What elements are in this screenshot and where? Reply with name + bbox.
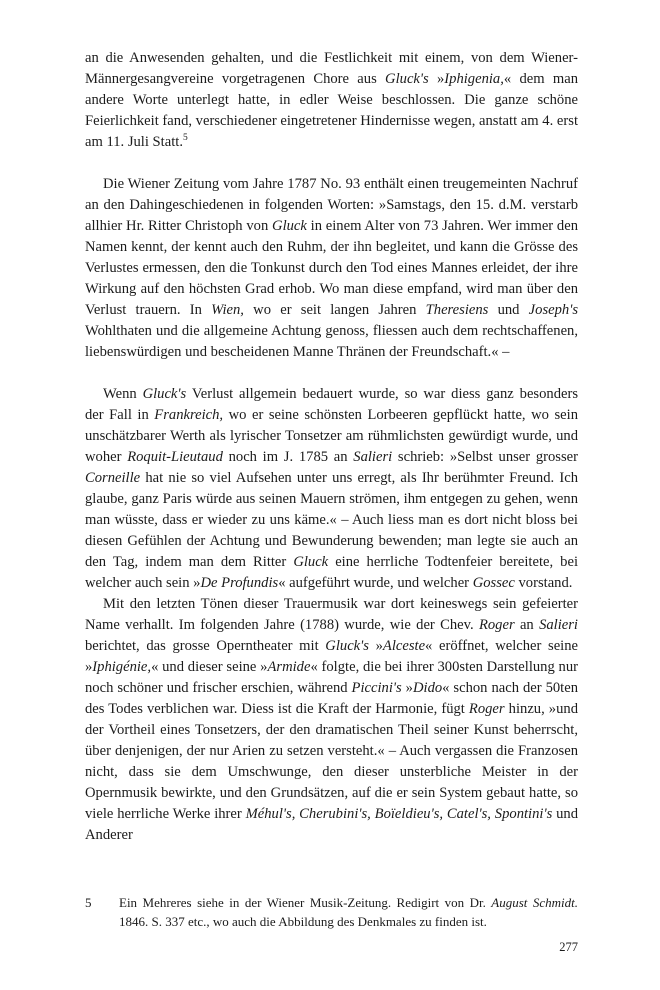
page-number: 277 (559, 940, 578, 954)
paragraph: Die Wiener Zeitung vom Jahre 1787 No. 93 enthält einen treugemeinten Nachruf an den Dahingeschiedenen in folgenden Worten: »Samstags, den 15. d.M. verstarb allhier Hr. Ritter Christoph von Gluck in einem Alter von 73 Jahren. Wer immer den Namen kennt, der kennt auch den Ruhm, der ihn begleitet, und kann die Grösse des Verlustes ermessen, den die Tonkunst durch den Tod eines Mannes erleidet, der ihre Wirkung auf den höchsten Grad erhob. Wo man diese empfand, wird man über den Verlust trauern. In Wien, wo er seit langen Jahren Theresiens und Joseph's Wohlthaten und die allgemeine Achtung genoss, fliessen auch dem rechtschaffenen, liebenswürdigen und bescheidenen Manne Thränen der Freundschaft.« – (85, 176, 578, 360)
footnote-marker: 5 (85, 895, 92, 910)
footnote (85, 893, 578, 931)
paragraph: Mit den letzten Tönen dieser Trauermusik war dort keineswegs sein gefeierter Name verhallt. Im folgenden Jahre (1788) wurde, wie der Chev. Roger an Salieri berichtet, das grosse Operntheater mit Gluck's »Alceste« eröffnet, welcher seine »Iphigénie,« und dieser seine »Armide« folgte, die bei ihrer 300sten Darstellung nur noch schöner und frischer erschien, während Piccini's »Dido« schon nach der 50ten des Todes verblichen war. Diess ist die Kraft der Harmonie, fügt Roger hinzu, »und der Vortheil eines Tonsetzers, der den dramatischen Theil seiner Kunst beherrscht, über denjenigen, der nur Arien zu setzen versteht.« – Auch vergassen die Franzosen nicht, dass sie dem Umschwunge, den dieser unsterbliche Meister in der Opernmusik bewirkte, und den Grundsätzen, auf die er sein System gebaut hatte, so viele herrliche Werke ihrer Méhul's, Cherubini's, Boïeldieu's, Catel's, Spontini's und Anderer (85, 596, 579, 843)
footnote-text: Ein Mehreres siehe in der Wiener Musik-Zeitung. Redigirt von Dr. August Schmidt. 1846. S. 337 etc., wo auch die Abbildung des Denkmales zu finden ist. (119, 895, 579, 929)
text-body (85, 48, 578, 846)
paragraph: an die Anwesenden gehalten, und die Festlichkeit mit einem, von dem Wiener-Männergesangvereine vorgetragenen Chore aus Gluck's »Iphigenia,« dem man andere Worte unterlegt hatte, in edler Weise beschlossen. Die ganze schöne Feierlichkeit fand, verschiedener eingetretener Hindernisse wegen, anstatt am 4. erst am 11. Juli Statt.$^5$ (85, 50, 579, 150)
paragraph: Wenn Gluck's Verlust allgemein bedauert wurde, so war diess ganz besonders der Fall in Frankreich, wo er seine schönsten Lorbeeren gepflückt hatte, wo sein unschätzbarer Werth als lyrischer Tonsetzer am rühmlichsten gewürdigt wurde, und woher Roquit-Lieutaud noch im J. 1785 an Salieri schrieb: »Selbst unser grosser Corneille hat nie so viel Aufsehen unter uns erregt, als Ihr berühmter Freund. Ich glaube, ganz Paris würde aus seinen Mauern strömen, ihm entgegen zu gehen, wenn man wüsste, dass er wieder zu uns käme.« – Auch liess man es dort nicht bloss bei diesen Gefühlen der Achtung und Bewunderung bewenden; man legte sie auch an den Tag, indem man dem Ritter Gluck eine herrliche Todtenfeier bereitete, bei welcher auch sein »De Profundis« aufgeführt wurde, und welcher Gossec vorstand. (85, 386, 579, 591)
